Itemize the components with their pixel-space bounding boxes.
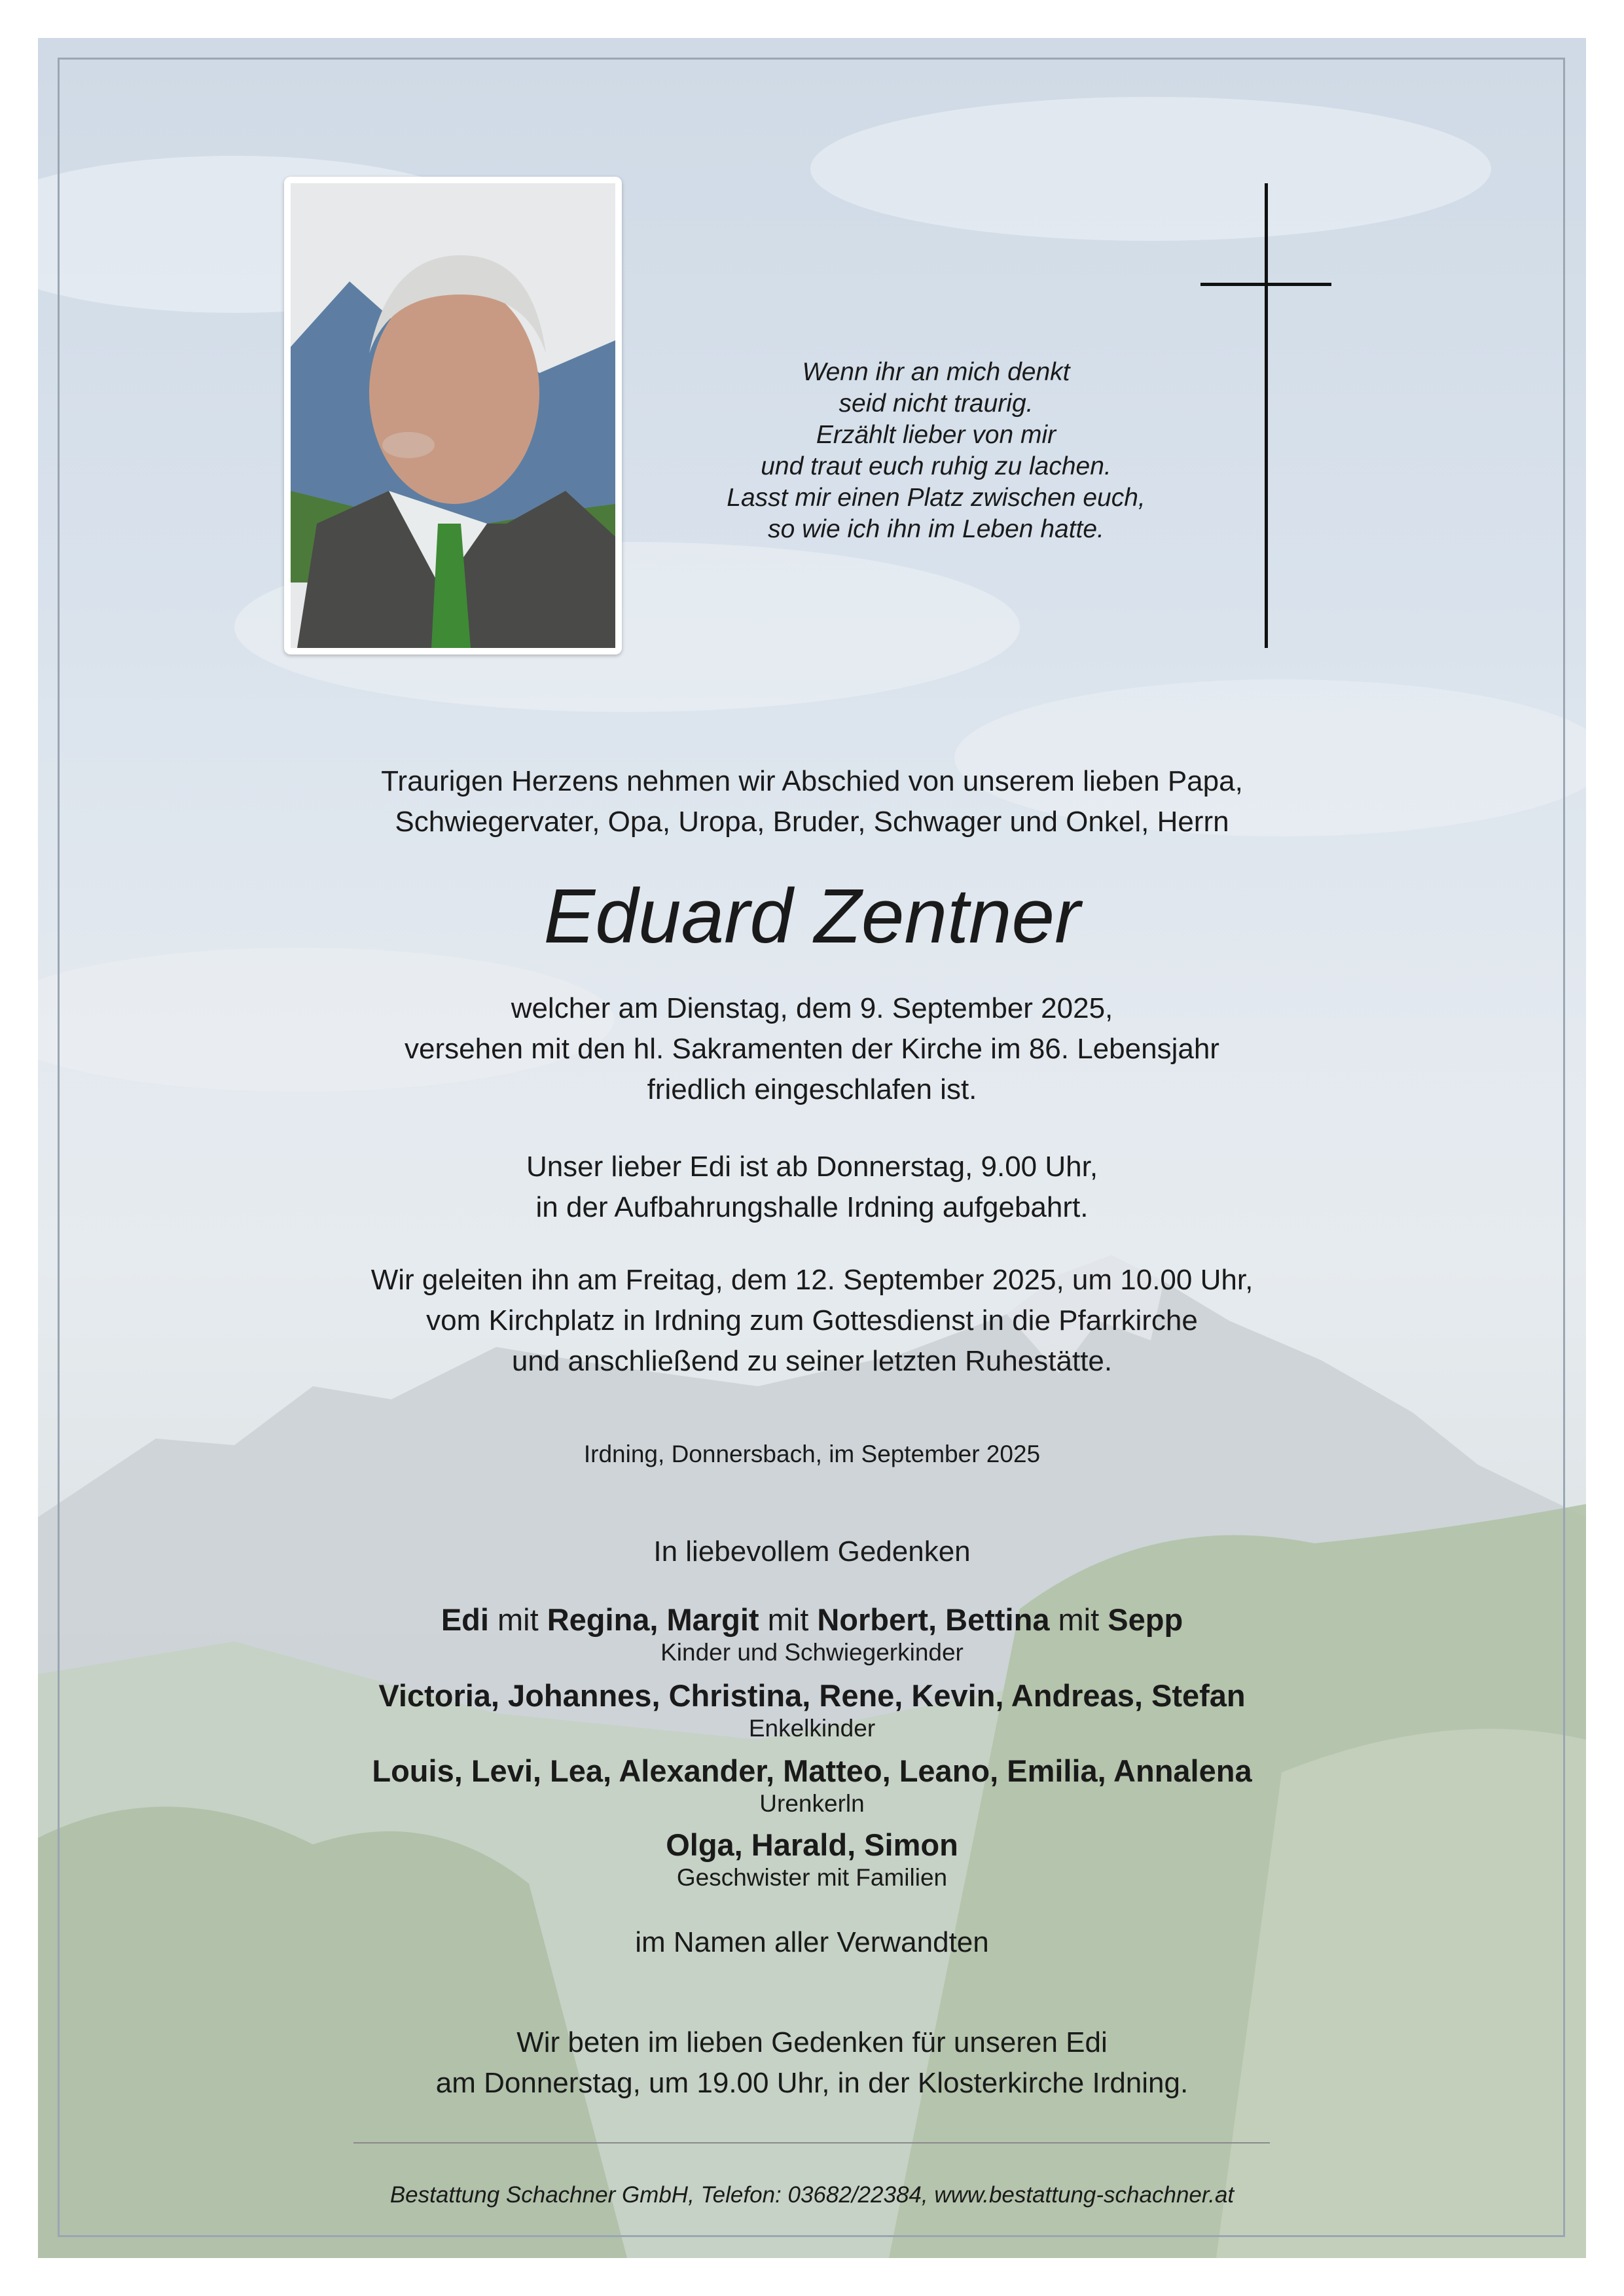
prayer-notice: Wir beten im lieben Gedenken für unseren Edi am Donnerstag, um 19.00 Uhr, in der Klosterkirche Irdning. bbox=[435, 2026, 1189, 2099]
relatives-line: im Namen aller Verwandten bbox=[635, 1926, 989, 1958]
portrait-photo bbox=[284, 177, 622, 655]
deceased-name: Eduard Zentner bbox=[543, 873, 1081, 960]
family-children bbox=[0, 1601, 1624, 1666]
siblings-names: Olga, Harald, Simon bbox=[666, 1827, 958, 1862]
family-grandchildren bbox=[0, 1677, 1624, 1742]
family-siblings bbox=[0, 1826, 1624, 1892]
quote-line: und traut euch ruhig zu lachen. bbox=[761, 452, 1111, 480]
children-names: Edi mit Regina, Margit mit Norbert, Bettina mit Sepp bbox=[441, 1602, 1183, 1637]
memorial-quote bbox=[641, 357, 1231, 545]
children-relation: Kinder und Schwiegerkinder bbox=[660, 1639, 964, 1666]
funeral-home-footer: Bestattung Schachner GmbH, Telefon: 03682/22384, www.bestattung-schachner.at bbox=[389, 2182, 1235, 2208]
quote-line: so wie ich ihn im Leben hatte. bbox=[768, 515, 1104, 543]
memory-heading: In liebevollem Gedenken bbox=[653, 1535, 971, 1568]
quote-line: Erzählt lieber von mir bbox=[816, 421, 1056, 449]
quote-line: seid nicht traurig. bbox=[839, 389, 1034, 418]
cross-icon-horizontal bbox=[1200, 283, 1331, 286]
intro-text: Traurigen Herzens nehmen wir Abschied von unserem lieben Papa, Schwiegervater, Opa, Uropa, Bruder, Schwager und Onkel, Herrn bbox=[381, 765, 1243, 838]
funeral-notice: Wir geleiten ihn am Freitag, dem 12. September 2025, um 10.00 Uhr, vom Kirchplatz in Irdning zum Gottesdienst in die Pfarrkirche und anschließend zu seiner letzten Ruhestätte. bbox=[370, 1264, 1254, 1377]
footer-divider bbox=[353, 2142, 1270, 2144]
great-grandchildren-names: Louis, Levi, Lea, Alexander, Matteo, Leano, Emilia, Annalena bbox=[372, 1753, 1252, 1788]
grandchildren-relation: Enkelkinder bbox=[748, 1715, 876, 1742]
cross-icon-vertical bbox=[1265, 183, 1268, 648]
siblings-relation: Geschwister mit Familien bbox=[676, 1864, 948, 1891]
death-notice: welcher am Dienstag, dem 9. September 2025, versehen mit den hl. Sakramenten der Kirche im 86. Lebensjahr friedlich eingeschlafen ist. bbox=[405, 992, 1219, 1105]
viewing-notice: Unser lieber Edi ist ab Donnerstag, 9.00 Uhr, in der Aufbahrungshalle Irdning aufgebahrt. bbox=[526, 1151, 1098, 1223]
grandchildren-names: Victoria, Johannes, Christina, Rene, Kevin, Andreas, Stefan bbox=[378, 1678, 1246, 1713]
place-date: Irdning, Donnersbach, im September 2025 bbox=[583, 1441, 1041, 1467]
great-grandchildren-relation: Urenkerln bbox=[759, 1790, 865, 1817]
quote-line: Lasst mir einen Platz zwischen euch, bbox=[727, 484, 1146, 512]
family-great-grandchildren bbox=[0, 1752, 1624, 1818]
quote-line: Wenn ihr an mich denkt bbox=[802, 358, 1070, 386]
